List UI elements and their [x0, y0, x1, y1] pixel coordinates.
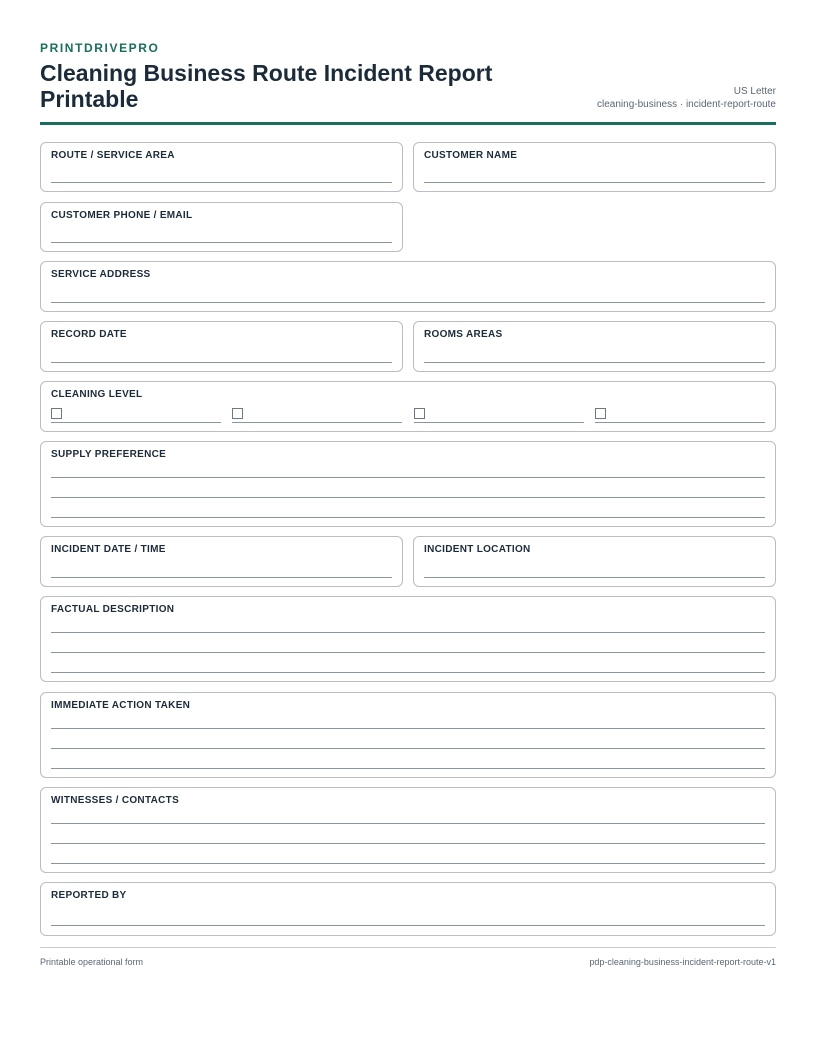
- factual-description-label: FACTUAL DESCRIPTION: [51, 604, 175, 615]
- page-title: Cleaning Business Route Incident Report Printable: [40, 60, 493, 112]
- cleaning-level-option-line[interactable]: [595, 422, 765, 423]
- incident-date-time-input-line[interactable]: [51, 577, 392, 578]
- paper-size-label: US Letter: [733, 86, 776, 97]
- cleaning-level-field: [40, 381, 776, 432]
- immediate-action-taken-label: IMMEDIATE ACTION TAKEN: [51, 700, 191, 711]
- supply-preference-label: SUPPLY PREFERENCE: [51, 449, 167, 460]
- supply-preference-line-1[interactable]: [51, 477, 765, 478]
- witnesses-contacts-field: [40, 787, 776, 873]
- customer-phone-email-input-line[interactable]: [51, 242, 392, 243]
- service-address-field: [40, 261, 776, 312]
- cleaning-level-label: CLEANING LEVEL: [51, 389, 143, 400]
- service-address-label: SERVICE ADDRESS: [51, 269, 151, 280]
- cleaning-level-option: [414, 407, 584, 423]
- form-tags: cleaning-business · incident-report-route: [597, 99, 776, 110]
- immediate-action-taken-line-2[interactable]: [51, 748, 765, 749]
- header-divider: [40, 122, 776, 125]
- cleaning-level-checkbox[interactable]: [232, 408, 243, 419]
- cleaning-level-option: [51, 407, 221, 423]
- service-address-input-line[interactable]: [51, 302, 765, 303]
- witnesses-contacts-line-2[interactable]: [51, 843, 765, 844]
- supply-preference-field: [40, 441, 776, 527]
- customer-name-field: [413, 142, 776, 192]
- incident-location-field: [413, 536, 776, 587]
- form-id: pdp-cleaning-business-incident-report-route-v1: [589, 957, 776, 967]
- reported-by-label: REPORTED BY: [51, 890, 127, 901]
- factual-description-line-2[interactable]: [51, 652, 765, 653]
- cleaning-level-option: [595, 407, 765, 423]
- witnesses-contacts-line-3[interactable]: [51, 863, 765, 864]
- cleaning-level-option-line[interactable]: [51, 422, 221, 423]
- rooms-areas-label: ROOMS AREAS: [424, 329, 503, 340]
- cleaning-level-checkbox[interactable]: [414, 408, 425, 419]
- cleaning-level-option: [232, 407, 402, 423]
- record-date-field: [40, 321, 403, 372]
- factual-description-field: [40, 596, 776, 682]
- customer-phone-email-field: [40, 202, 403, 252]
- footer-divider: [40, 947, 776, 948]
- witnesses-contacts-line-1[interactable]: [51, 823, 765, 824]
- cleaning-level-option-line[interactable]: [414, 422, 584, 423]
- supply-preference-line-3[interactable]: [51, 517, 765, 518]
- factual-description-line-3[interactable]: [51, 672, 765, 673]
- incident-date-time-label: INCIDENT DATE / TIME: [51, 544, 166, 555]
- reported-by-field: [40, 882, 776, 936]
- cleaning-level-checkbox[interactable]: [595, 408, 606, 419]
- factual-description-line-1[interactable]: [51, 632, 765, 633]
- brand-logo-text: PRINTDRIVEPRO: [40, 41, 160, 55]
- incident-date-time-field: [40, 536, 403, 587]
- customer-name-input-line[interactable]: [424, 182, 765, 183]
- route-service-area-input-line[interactable]: [51, 182, 392, 183]
- cleaning-level-option-line[interactable]: [232, 422, 402, 423]
- customer-name-label: CUSTOMER NAME: [424, 150, 518, 161]
- rooms-areas-field: [413, 321, 776, 372]
- route-service-area-field: [40, 142, 403, 192]
- customer-phone-email-label: CUSTOMER PHONE / EMAIL: [51, 210, 193, 221]
- route-service-area-label: ROUTE / SERVICE AREA: [51, 150, 175, 161]
- incident-location-label: INCIDENT LOCATION: [424, 544, 531, 555]
- immediate-action-taken-line-3[interactable]: [51, 768, 765, 769]
- footer-note: Printable operational form: [40, 957, 144, 967]
- immediate-action-taken-field: [40, 692, 776, 778]
- supply-preference-line-2[interactable]: [51, 497, 765, 498]
- record-date-label: RECORD DATE: [51, 329, 127, 340]
- incident-location-input-line[interactable]: [424, 577, 765, 578]
- reported-by-input-line[interactable]: [51, 925, 765, 926]
- immediate-action-taken-line-1[interactable]: [51, 728, 765, 729]
- witnesses-contacts-label: WITNESSES / CONTACTS: [51, 795, 180, 806]
- header-meta: [597, 85, 776, 111]
- record-date-input-line[interactable]: [51, 362, 392, 363]
- cleaning-level-checkbox[interactable]: [51, 408, 62, 419]
- rooms-areas-input-line[interactable]: [424, 362, 765, 363]
